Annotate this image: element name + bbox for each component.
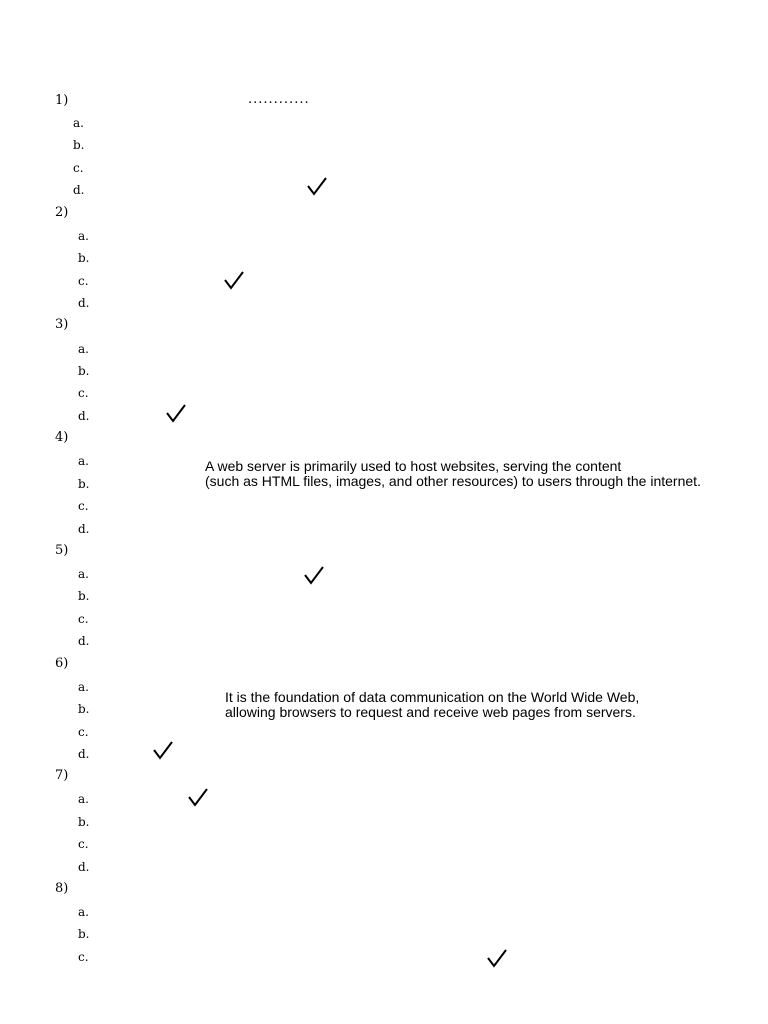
answer-line: It is the foundation of data communication on the World Wide Web, — [225, 689, 640, 705]
option-label: d. — [78, 522, 90, 536]
option-label: b. — [78, 589, 90, 603]
answer-text-q4 — [205, 459, 701, 489]
option-label: b. — [78, 815, 90, 829]
option-label: c. — [78, 950, 89, 964]
option-label: d. — [78, 860, 90, 874]
question-number: 4) — [55, 430, 69, 445]
option-label: a. — [78, 454, 89, 468]
option-label: c. — [78, 499, 89, 513]
option-label: d. — [78, 296, 90, 310]
checkmark-icon — [152, 740, 174, 762]
option-label: d. — [78, 747, 90, 761]
option-label: b. — [73, 138, 85, 152]
option-label: b. — [78, 927, 90, 941]
option-label: a. — [78, 792, 89, 806]
checkmark-icon — [303, 565, 325, 587]
option-label: b. — [78, 477, 90, 491]
question-number: 8) — [55, 881, 69, 896]
option-label: d. — [73, 183, 85, 197]
option-label: b. — [78, 251, 90, 265]
option-label: b. — [78, 364, 90, 378]
blank-line: ............ — [248, 92, 310, 107]
option-label: a. — [78, 680, 89, 694]
checkmark-icon — [187, 787, 209, 809]
option-label: d. — [78, 409, 90, 423]
option-label: c. — [78, 612, 89, 626]
option-label: a. — [78, 567, 89, 581]
option-label: d. — [78, 634, 90, 648]
question-number: 5) — [55, 543, 69, 558]
checkmark-icon — [486, 948, 508, 970]
question-number: 1) — [55, 93, 69, 108]
option-label: b. — [78, 702, 90, 716]
question-number: 3) — [55, 317, 69, 332]
checkmark-icon — [223, 270, 245, 292]
question-number: 2) — [55, 205, 69, 220]
option-label: c. — [78, 837, 89, 851]
option-label: c. — [78, 274, 89, 288]
answer-text-q6 — [225, 690, 639, 720]
option-label: c. — [73, 161, 84, 175]
answer-line: A web server is primarily used to host websites, serving the content — [205, 458, 622, 474]
checkmark-icon — [165, 403, 187, 425]
question-number: 6) — [55, 656, 69, 671]
answer-line: allowing browsers to request and receive web pages from servers. — [225, 704, 636, 720]
option-label: a. — [78, 905, 89, 919]
answer-line: (such as HTML files, images, and other resources) to users through the internet. — [205, 473, 701, 489]
option-label: a. — [78, 342, 89, 356]
option-label: c. — [78, 725, 89, 739]
option-label: a. — [78, 229, 89, 243]
option-label: a. — [73, 116, 84, 130]
question-number: 7) — [55, 768, 69, 783]
checkmark-icon — [306, 176, 328, 198]
option-label: c. — [78, 386, 89, 400]
